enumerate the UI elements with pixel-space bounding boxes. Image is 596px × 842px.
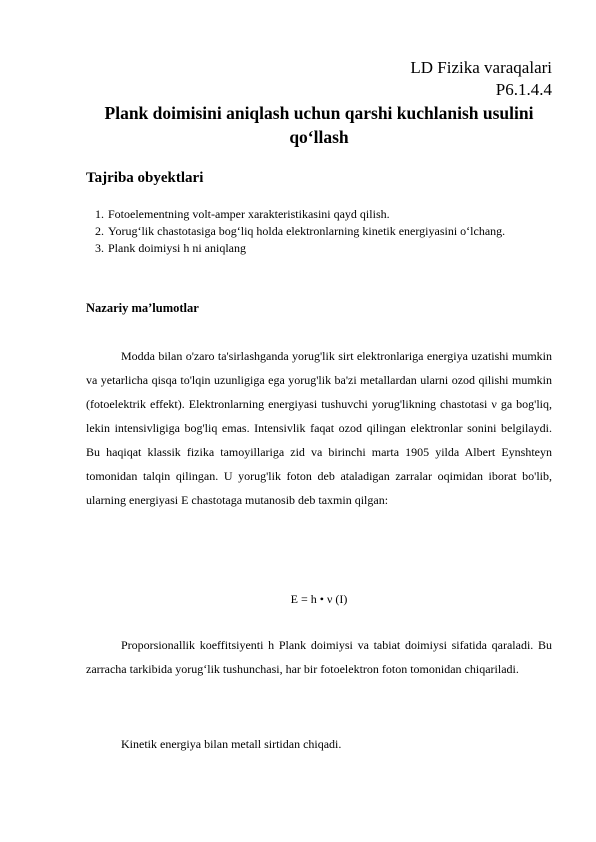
document-title: Plank doimisini aniqlash uchun qarshi kuchlanish usulini qo‘llash bbox=[104, 103, 534, 147]
theory-heading: Nazariy ma’lumotlar bbox=[86, 301, 199, 315]
objectives-list bbox=[86, 206, 552, 257]
list-item-text: Plank doimiysi h ni aniqlang bbox=[108, 241, 246, 255]
header-series: LD Fizika varaqalari bbox=[410, 58, 552, 77]
objectives-heading: Tajriba obyektlari bbox=[86, 170, 204, 186]
list-item bbox=[86, 240, 552, 257]
list-item bbox=[86, 206, 552, 223]
list-item-text: Yorug‘lik chastotasiga bog‘liq holda elektronlarning kinetik energiyasini o‘lchang. bbox=[108, 224, 506, 238]
list-item bbox=[86, 223, 552, 240]
theory-paragraph-3: Kinetik energiya bilan metall sirtidan chiqadi. bbox=[121, 737, 342, 751]
header-code: P6.1.4.4 bbox=[495, 80, 552, 99]
theory-paragraph-2: Proporsionallik koeffitsiyenti h Plank doimiysi va tabiat doimiysi sifatida qaraladi. Bu zarracha tarkibida yorug‘lik tushunchasi, har bir fotoelektron foton tomonidan chiqariladi. bbox=[86, 638, 552, 676]
formula: E = h • ν (I) bbox=[290, 592, 348, 606]
list-item-number: 2. bbox=[95, 224, 104, 238]
list-item-text: Fotoelementning volt-amper xarakteristikasini qayd qilish. bbox=[108, 207, 390, 221]
list-item-number: 1. bbox=[95, 207, 104, 221]
list-item-number: 3. bbox=[95, 241, 104, 255]
theory-paragraph-1: Modda bilan o'zaro ta'sirlashganda yorug'lik sirt elektronlariga energiya uzatishi mumkin va yetarlicha qisqa to'lqin uzunligiga ega yorug'lik ba'zi metallardan ularni ozod qilishi mumkin (fotoelektrik effekt). Elektronlarning energiyasi tushuvchi yorug'likning chastotasi ν ga bog'liq, lekin intensivligiga bog'liq emas. Intensivlik faqat ozod qilingan elektronlar sonini belgilaydi. Bu haqiqat klassik fizika tamoyillariga zid va birinchi marta 1905 yilda Albert Eynshteyn tomonidan talqin qilingan. U yorug'lik foton deb ataladigan zarralar oqimidan iborat bo'lib, ularning energiyasi E chastotaga mutanosib deb taxmin qilgan: bbox=[86, 349, 552, 507]
